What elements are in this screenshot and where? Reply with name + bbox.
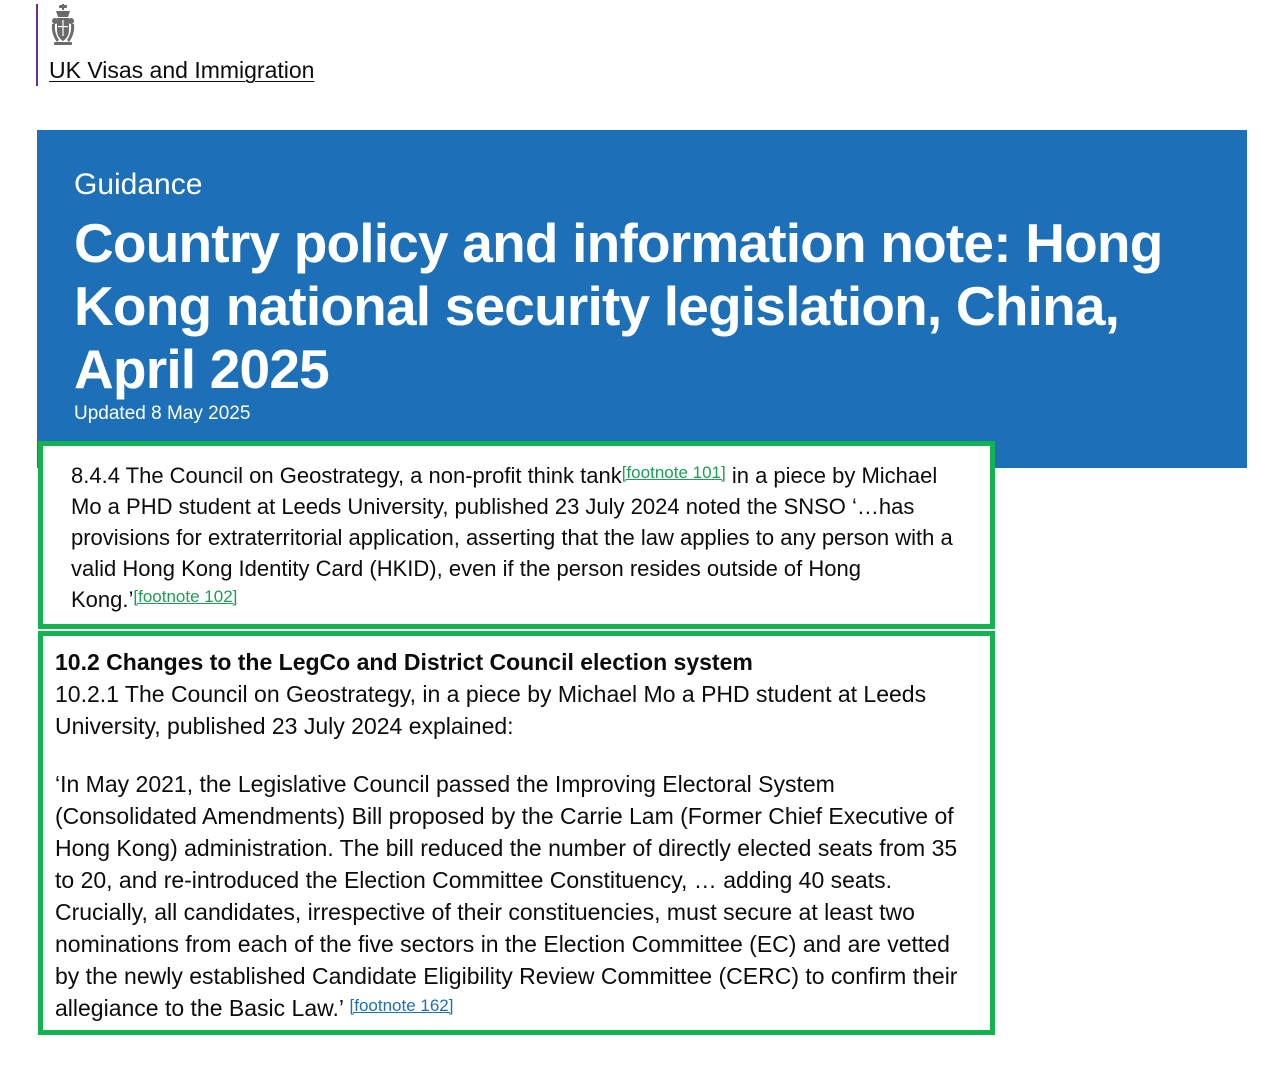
page-header-banner — [37, 130, 1247, 468]
paragraph-8-4-4 — [71, 460, 970, 615]
footnote-162-link[interactable]: [footnote 162] — [349, 996, 454, 1015]
document-type-label: Guidance — [74, 168, 203, 201]
updated-date: Updated 8 May 2025 — [74, 403, 251, 424]
quote-text: ‘In May 2021, the Legislative Council passed the Improving Electoral System (Consolidated Amendments) Bill proposed by the Carrie Lam (Former Chief Executive of Hong Kong) administration. The bill reduced the number of directly elected seats from 35 to 20, and re-introduced the Election Committee Constituency, … adding 40 seats. Crucially, all candidates, irrespective of their constituencies, must secure at least two nominations from each of the five sectors in the Election Committee (EC) and are vetted by the newly established Candidate Eligibility Review Committee (CERC) to confirm their allegiance to the Basic Law.’ — [55, 771, 958, 1021]
royal-coat-of-arms-icon — [50, 4, 76, 48]
section-heading-10-2: 10.2 Changes to the LegCo and District Council election system — [55, 649, 753, 675]
organisation-link[interactable]: UK Visas and Immigration — [49, 57, 315, 83]
paragraph-10-2-1: 10.2.1 The Council on Geostrategy, in a piece by Michael Mo a PHD student at Leeds University, published 23 July 2024 explained: — [55, 681, 927, 739]
quoted-passage — [55, 768, 970, 1024]
footnote-101-link[interactable]: [footnote 101] — [621, 463, 726, 482]
paragraph-text: in a piece by Michael Mo a PHD student at Leeds University, published 23 July 2024 noted the SNSO ‘…has provisions for extraterritorial application, asserting that the law applies to any person with a valid Hong Kong Identity Card (HKID), even if the person resides outside of Hong Kong.’ — [71, 463, 953, 612]
footnote-102-link[interactable]: [footnote 102] — [133, 587, 238, 606]
paragraph-text: 8.4.4 The Council on Geostrategy, a non-profit think tank — [71, 463, 622, 488]
organisation-logo — [36, 4, 315, 86]
highlighted-excerpt-10-2 — [38, 631, 995, 1035]
highlighted-excerpt-8-4-4 — [38, 441, 995, 629]
page-title: Country policy and information note: Hong Kong national security legislation, China, April 2025 — [74, 212, 1163, 400]
